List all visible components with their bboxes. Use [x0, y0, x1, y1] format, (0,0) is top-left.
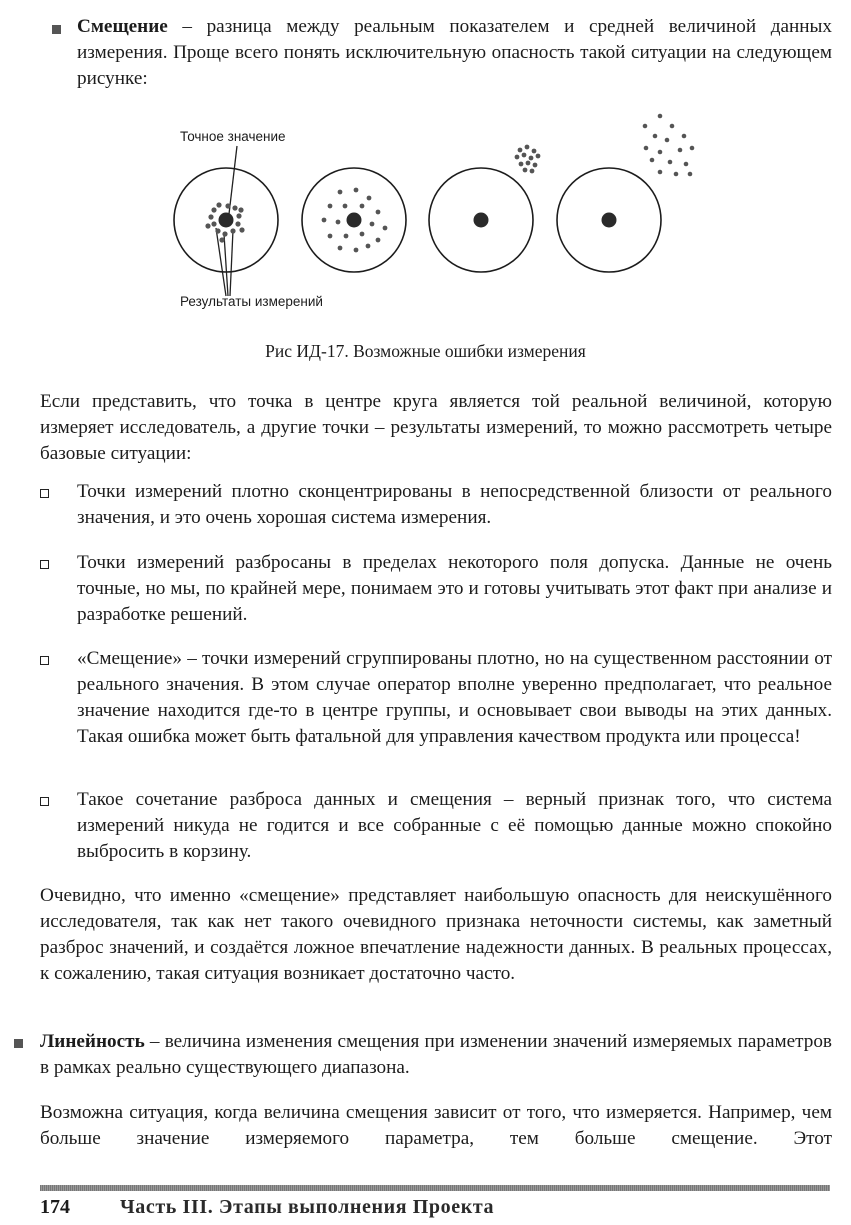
running-title: Часть III. Этапы выполнения Проекта — [120, 1196, 495, 1218]
term-bias: Смещение — [77, 16, 168, 37]
paragraph-bias-danger: Очевидно, что именно «смещение» представляет наибольшую опасность для неискушённого исследователя, так как нет такого очевидного признака неточности системы, как заметный разброс значений, и создаётся ложное впечатление надежности данных. В реальных процессах, к сожалению, такая ситуация возникает достаточно часто. — [40, 885, 832, 984]
bullet-marker — [52, 25, 61, 34]
label-measurement-results: Результаты измерений — [180, 294, 323, 309]
linearity-definition — [40, 1029, 832, 1081]
checkbox-bullet — [40, 560, 49, 569]
term-linearity: Линейность — [40, 1031, 145, 1052]
figure-caption: Рис ИД-17. Возможные ошибки измерения — [265, 341, 586, 361]
bullet-marker — [14, 1039, 23, 1048]
page-number: 174 — [40, 1196, 70, 1218]
case-item-1: Точки измерений плотно сконцентрированы в непосредственной близости от реального значения, и это очень хорошая система измерения. — [77, 481, 832, 528]
case-item-4: Такое сочетание разброса данных и смещения – верный признак того, что система измерений никуда не годится и все собранные с её помощью данные можно спокойно выбросить в корзину. — [77, 789, 832, 862]
true-value-dot — [474, 213, 489, 228]
bias-definition-text: – разница между реальным показателем и средней величиной данных измерения. Проще всего понять исключительную опасность такой ситуации на следующем рисунке: — [77, 16, 832, 89]
checkbox-bullet — [40, 656, 49, 665]
footer-rule — [40, 1185, 830, 1191]
checkbox-bullet — [40, 797, 49, 806]
measurement-points-bias — [515, 145, 541, 174]
case-item-2: Точки измерений разбросаны в пределах некоторого поля допуска. Данные не очень точные, но мы, по крайней мере, понимаем это и готовы учитывать этот факт при анализе и разработке решений. — [77, 552, 832, 625]
label-exact-value: Точное значение — [180, 129, 286, 144]
paragraph-intro: Если представить, что точка в центре круга является той реальной величиной, которую измеряет исследователь, а другие точки – результаты измерений, то можно рассмотреть четыре базовые ситуации: — [40, 391, 832, 464]
true-value-dot — [602, 213, 617, 228]
case-item-3: «Смещение» – точки измерений сгруппированы плотно, но на существенном расстоянии от реального значения. В этом случае оператор вполне уверенно предполагает, что реальное значение находится где-то в центре группы, и основывает свои выводы на этих данных. Такая ошибка может быть фатальной для управления качеством продукта или процесса! — [77, 648, 832, 747]
bias-definition — [77, 14, 832, 92]
paragraph-linearity-example: Возможна ситуация, когда величина смещения зависит от того, что измеряется. Например, чем больше значение измеряемого параметра, тем больше смещение. Этот — [40, 1102, 832, 1149]
linearity-definition-text: – величина изменения смещения при изменении значений измеряемых параметров в рамках реально существующего диапазона. — [40, 1031, 832, 1078]
measurement-error-figure — [0, 110, 851, 320]
true-value-dot — [347, 213, 362, 228]
true-value-dot — [219, 213, 234, 228]
checkbox-bullet — [40, 489, 49, 498]
measurement-points-bias-scatter — [643, 114, 695, 177]
